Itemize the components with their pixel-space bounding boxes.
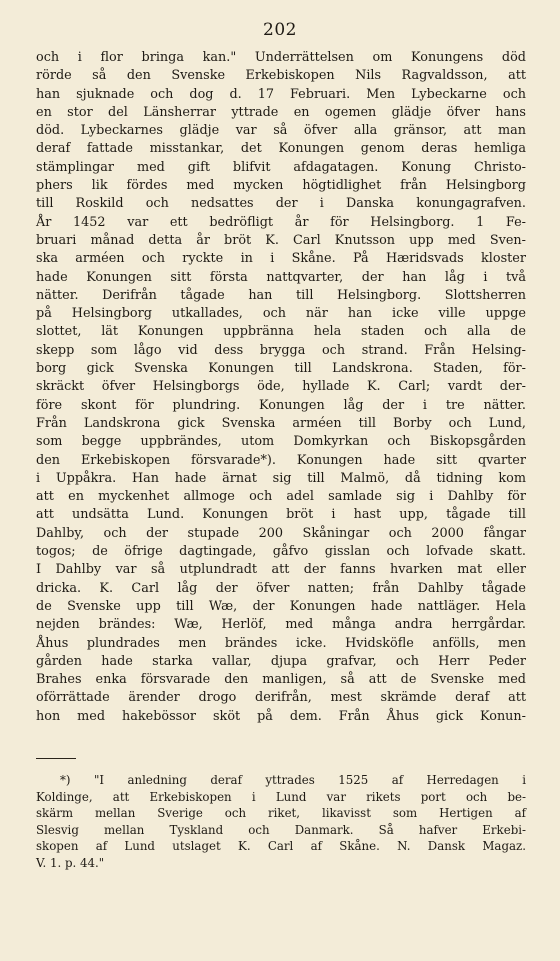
- footnote-line: skopen af Lund utslaget K. Carl af Skåne. N. Dansk Magaz.: [36, 839, 526, 854]
- text-line: bruari månad detta år bröt K. Carl Knutsson upp med Sven-: [36, 232, 526, 248]
- text-line: en stor del Länsherrar yttrade en ogemen glädje öfver hans: [36, 104, 526, 120]
- text-line: i Uppåkra. Han hade ärnat sig till Malmö, då tidning kom: [36, 470, 526, 486]
- text-line: slottet, lät Konungen uppbränna hela staden och alla de: [36, 324, 526, 340]
- text-line: borg gick Svenska Konungen till Landskrona. Staden, för-: [36, 361, 526, 377]
- text-line: ska arméen och ryckte in i Skåne. På Hæridsvads kloster: [36, 251, 526, 267]
- text-line: I Dahlby var så utplundradt att der fanns hvarken mat eller: [36, 562, 526, 578]
- text-line: stämplingar med gift blifvit afdagatagen. Konung Christo-: [36, 159, 526, 175]
- text-line: före skont för plundring. Konungen låg der i tre nätter.: [36, 397, 526, 413]
- footnote-line: Koldinge, att Erkebiskopen i Lund var rikets port och be-: [36, 789, 526, 804]
- text-line: nätter. Derifrån tågade han till Helsingborg. Slottsherren: [36, 287, 526, 303]
- footnote-divider: [36, 758, 76, 759]
- body-text: [36, 49, 526, 726]
- text-line: på Helsingborg utkallades, och när han icke ville uppge: [36, 306, 526, 322]
- text-line: som begge uppbrändes, utom Domkyrkan och Biskopsgården: [36, 434, 526, 450]
- text-line: togos; de öfrige dagtingade, gåfvo gisslan och lofvade skatt.: [36, 544, 526, 560]
- text-line: hade Konungen sitt första nattqvarter, der han låg i två: [36, 269, 526, 285]
- footnote-line: Slesvig mellan Tyskland och Danmark. Så hafver Erkebi-: [36, 822, 526, 837]
- text-line: Brahes enka försvarade den manligen, så att de Svenske med: [36, 672, 526, 688]
- text-line: död. Lybeckarnes glädje var så öfver alla gränsor, att man: [36, 123, 526, 139]
- text-line: och i flor bringa kan." Underrättelsen om Konungens död: [36, 50, 526, 65]
- text-line: Från Landskrona gick Svenska arméen till Borby och Lund,: [36, 415, 526, 431]
- footnote-line: *) "I anledning deraf yttrades 1525 af Herredagen i: [60, 773, 526, 787]
- text-line: dricka. K. Carl låg der öfver natten; från Dahlby tågade: [36, 580, 526, 596]
- text-line: Dahlby, och der stupade 200 Skåningar och 2000 fångar: [36, 525, 526, 541]
- text-line: den Erkebiskopen försvarade*). Konungen hade sitt qvarter: [36, 452, 526, 468]
- text-line: att undsätta Lund. Konungen bröt i hast upp, tågade till: [36, 507, 526, 523]
- text-line: Åhus plundrades men brändes icke. Hvidsköfle anfölls, men: [36, 635, 526, 651]
- text-line: År 1452 var ett bedröfligt år för Helsingborg. 1 Fe-: [36, 214, 526, 230]
- text-line: deraf fattade misstankar, det Konungen genom deras hemliga: [36, 141, 526, 157]
- text-line: de Svenske upp till Wæ, der Konungen hade nattläger. Hela: [36, 598, 526, 614]
- text-line: att en myckenhet allmoge och adel samlade sig i Dahlby för: [36, 489, 526, 505]
- page-number: 202: [263, 20, 297, 40]
- text-line: oförrättade ärender drogo derifrån, mest skrämde deraf att: [36, 690, 526, 706]
- footnote-line: V. 1. p. 44.": [36, 855, 105, 870]
- text-line: phers lik fördes med mycken högtidlighet från Helsingborg: [36, 178, 526, 194]
- footnote-line: skärm mellan Sverige och riket, likavisst som Hertigen af: [36, 806, 526, 821]
- text-line: hon med hakebössor sköt på dem. Från Åhus gick Konun-: [36, 708, 526, 724]
- text-line: skräckt öfver Helsingborgs öde, hyllade K. Carl; vardt der-: [36, 379, 526, 395]
- text-line: gården hade starka vallar, djupa grafvar, och Herr Peder: [36, 653, 526, 669]
- text-line: han sjuknade och dog d. 17 Februari. Men Lybeckarne och: [36, 86, 526, 102]
- text-line: skepp som lågo vid dess brygga och strand. Från Helsing-: [36, 342, 526, 358]
- text-line: nejden brändes: Wæ, Herlöf, med många andra herrgårdar.: [36, 617, 526, 633]
- text-line: rörde så den Svenske Erkebiskopen Nils Ragvaldsson, att: [36, 68, 526, 84]
- footnote: [36, 772, 526, 872]
- text-line: till Roskild och nedsattes der i Danska konungagrafven.: [36, 196, 526, 212]
